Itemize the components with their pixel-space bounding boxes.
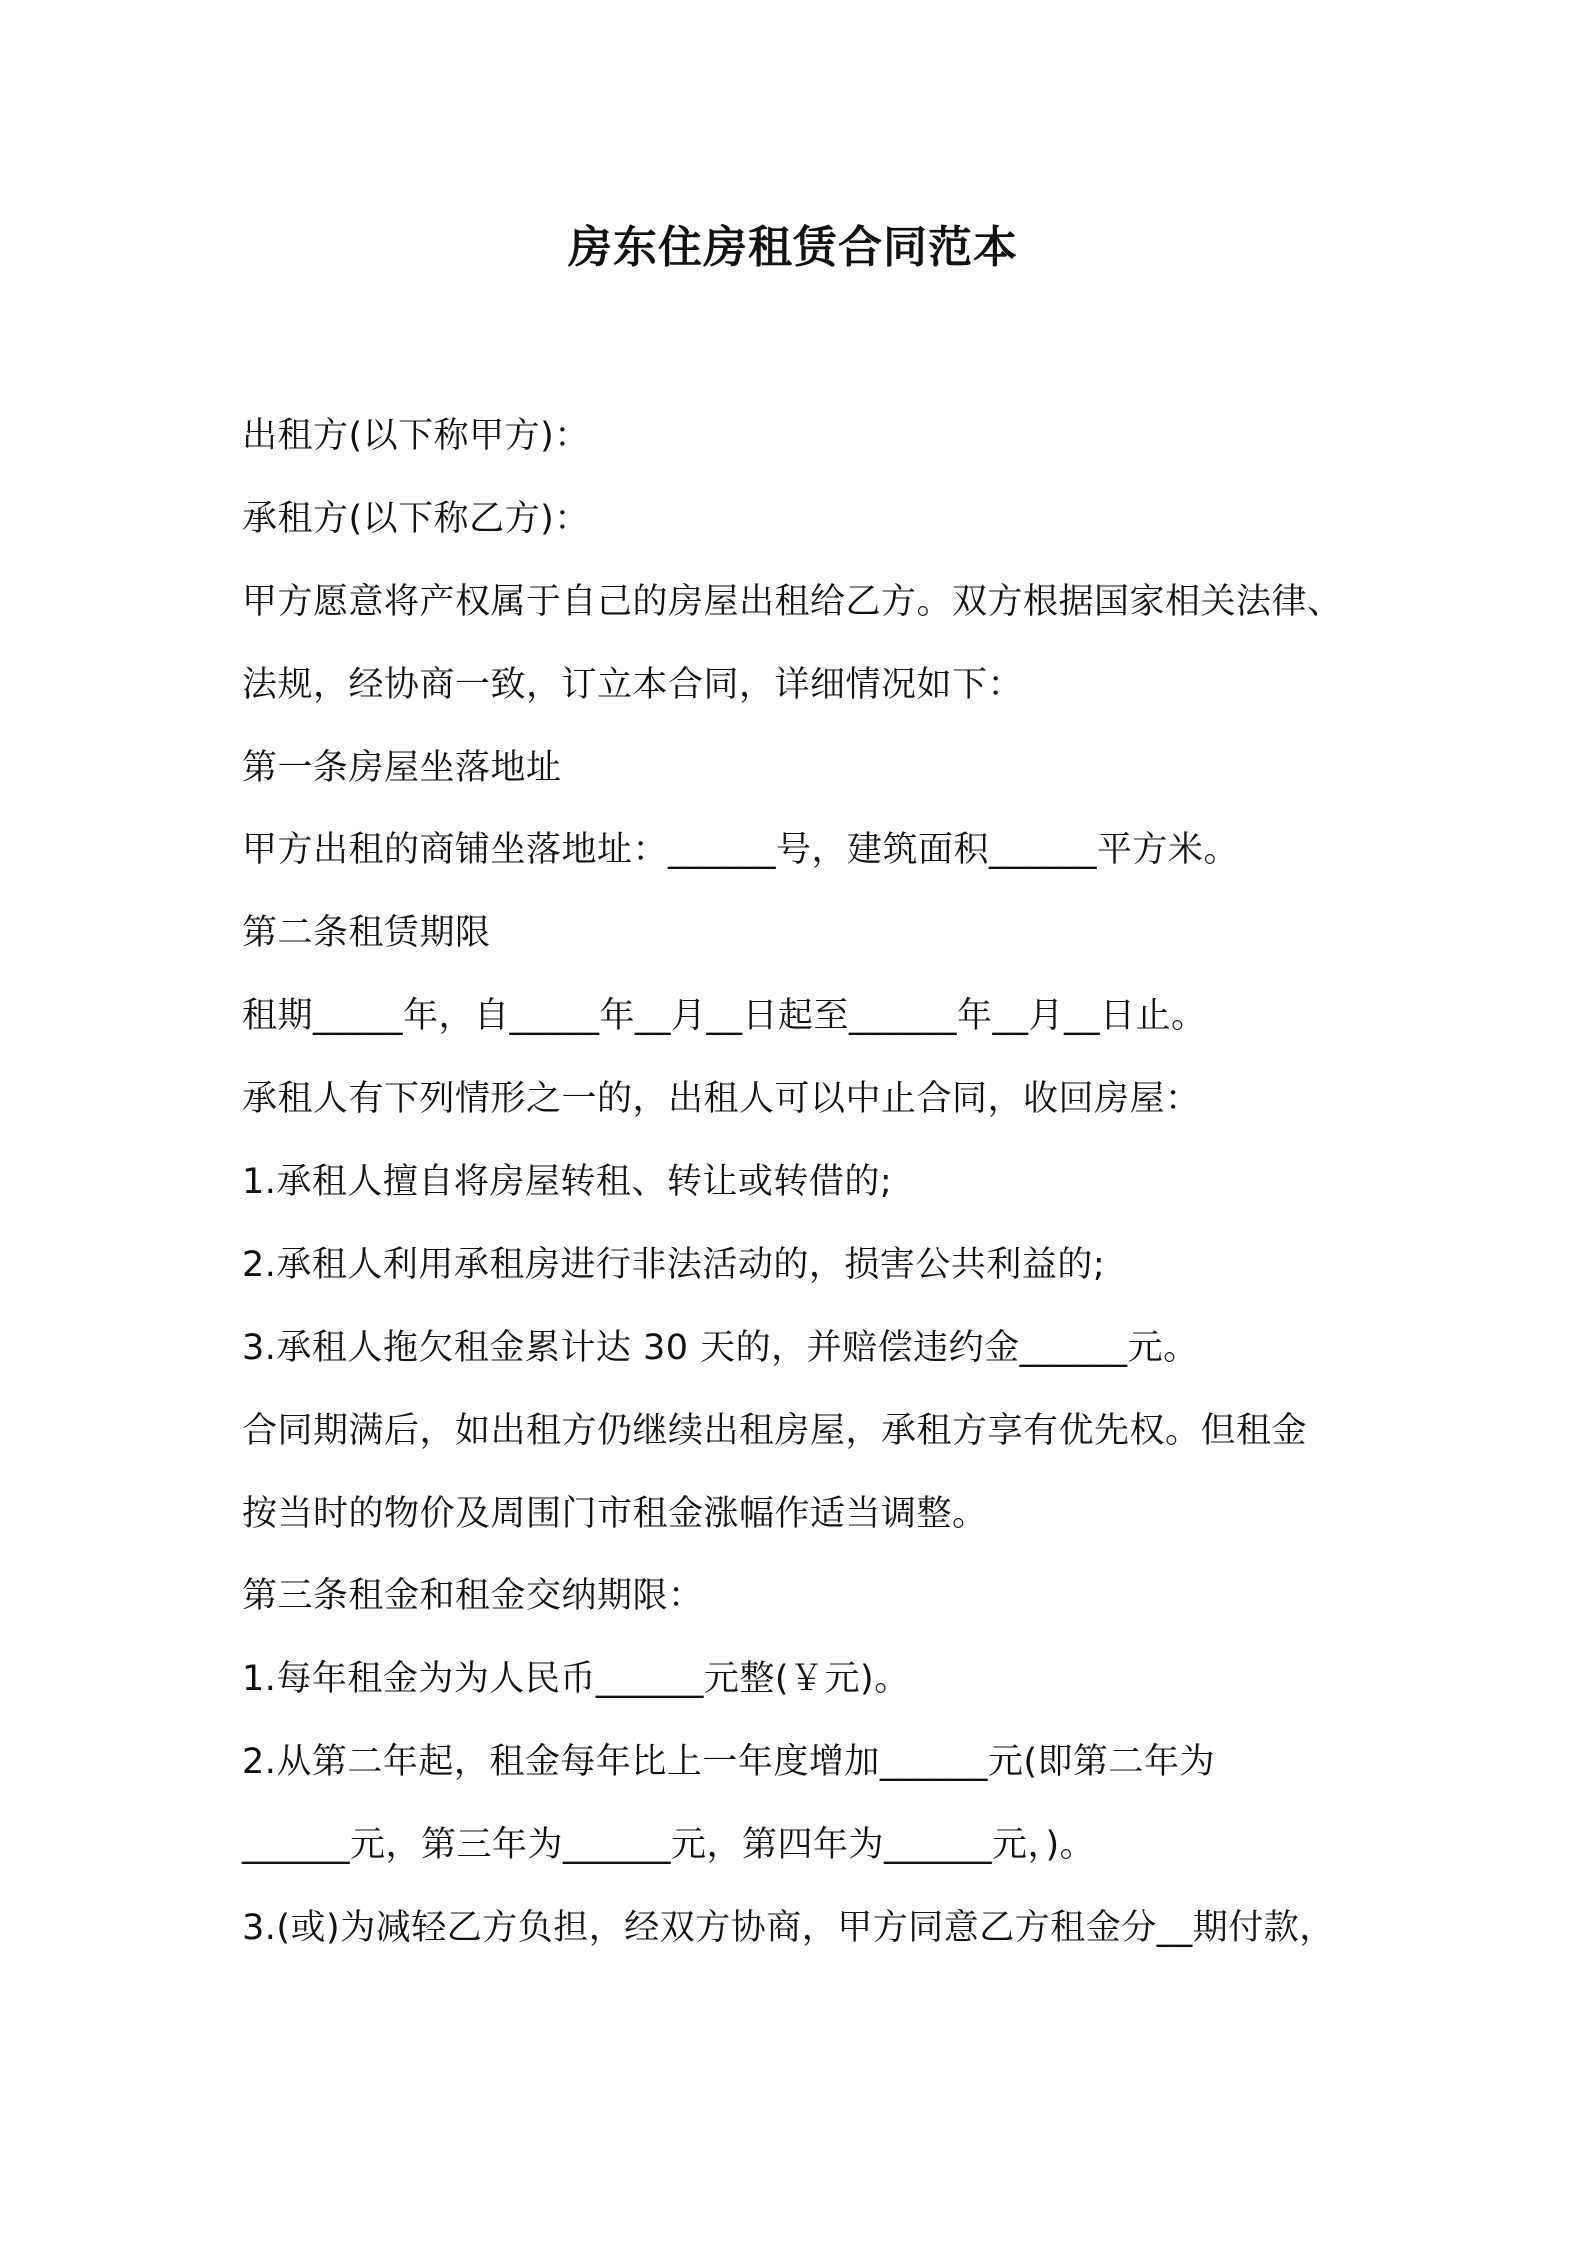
- rent-item-2-line-2: ______元，第三年为______元，第四年为______元，)。: [242, 1825, 1096, 1866]
- intro-paragraph-line-1: 甲方愿意将产权属于自己的房屋出租给乙方。双方根据国家相关法律、: [242, 581, 1343, 622]
- article-2-heading: 第二条租赁期限: [242, 913, 491, 954]
- party-a-line: 出租方(以下称甲方)：: [242, 416, 590, 456]
- lease-term-line: 租期_____年，自_____年__月__日起至______年__月__日止。: [242, 996, 1207, 1037]
- termination-item-3: 3.承租人拖欠租金累计达 30 天的，并赔偿违约金______元。: [242, 1327, 1199, 1368]
- article-3-heading: 第三条租金和租金交纳期限：: [242, 1576, 704, 1617]
- document-title: 房东住房租赁合同范本: [568, 222, 1018, 273]
- rent-item-2-line-1: 2.从第二年起，租金每年比上一年度增加______元(即第二年为: [242, 1742, 1216, 1783]
- termination-item-1: 1.承租人擅自将房屋转租、转让或转借的;: [242, 1162, 893, 1203]
- renewal-paragraph-line-2: 按当时的物价及周围门市租金涨幅作适当调整。: [242, 1493, 988, 1534]
- rent-item-3-line-1: 3.(或)为减轻乙方负担，经双方协商，甲方同意乙方租金分__期付款，: [242, 1908, 1335, 1949]
- renewal-paragraph-line-1: 合同期满后，如出租方仍继续出租房屋，承租方享有优先权。但租金: [242, 1410, 1308, 1451]
- document-body: [242, 406, 1402, 1981]
- party-b-line: 承租方(以下称乙方)：: [242, 498, 590, 539]
- termination-item-2: 2.承租人利用承租房进行非法活动的，损害公共利益的;: [242, 1244, 1106, 1285]
- termination-intro-line: 承租人有下列情形之一的，出租人可以中止合同，收回房屋：: [242, 1079, 1201, 1120]
- article-1-address-line: 甲方出租的商铺坐落地址：______号，建筑面积______平方米。: [242, 830, 1240, 871]
- intro-paragraph-line-2: 法规，经协商一致，订立本合同，详细情况如下：: [242, 664, 1024, 705]
- article-1-heading: 第一条房屋坐落地址: [242, 747, 562, 788]
- rent-item-1: 1.每年租金为为人民币______元整(￥元)。: [242, 1659, 910, 1700]
